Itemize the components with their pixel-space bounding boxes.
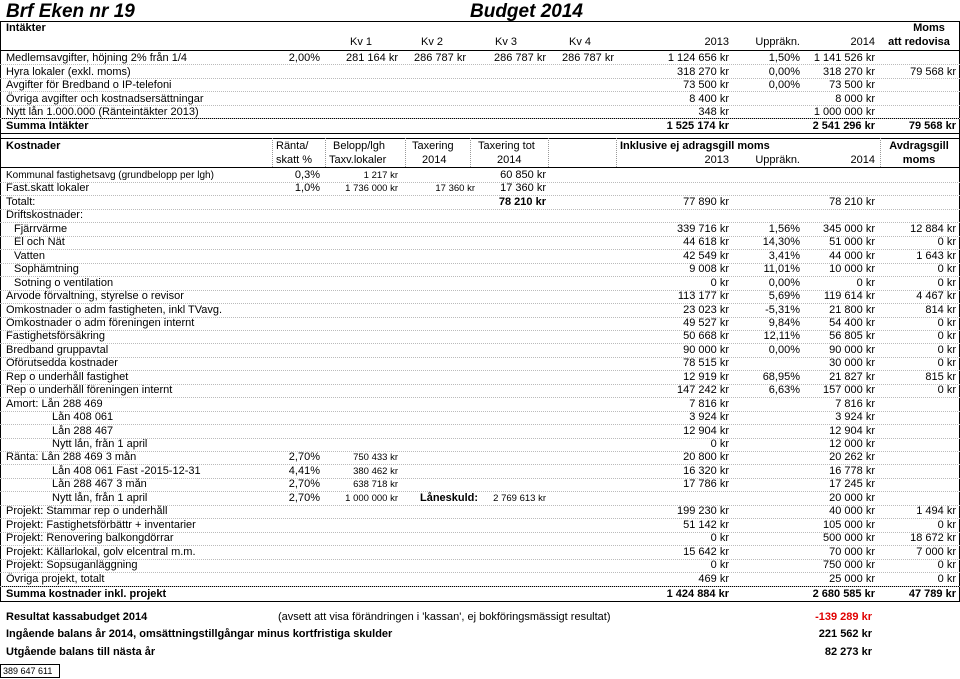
cost-row-2013: 78 515 kr — [683, 357, 729, 370]
cost-row-2014: 750 000 kr — [823, 559, 875, 572]
income-row-label: Nytt lån 1.000.000 (Ränteintäkter 2013) — [6, 106, 199, 118]
cost-row-2014: 40 000 kr — [829, 505, 875, 518]
cost-row-2013: 17 786 kr — [683, 478, 729, 491]
cost-row-moms: 0 kr — [937, 384, 956, 397]
opening-balance-label: Ingående balans år 2014, omsättningstillgångar minus kortfristiga skulder — [6, 628, 393, 640]
cost-sum-moms: 47 789 kr — [908, 588, 956, 600]
cost-row-2014: 70 000 kr — [829, 545, 875, 558]
opening-balance-value: 221 562 kr — [818, 628, 872, 640]
cost-row-moms: 7 000 kr — [916, 545, 956, 558]
grid-dotted — [0, 195, 960, 196]
cost-row-tax: 17 360 kr — [435, 183, 475, 195]
cost-row-upprakn: 68,95% — [762, 370, 800, 383]
cost-row-2013: 113 177 kr — [677, 290, 729, 303]
grid-dotted — [0, 91, 960, 92]
cost-row-2013: 199 230 kr — [677, 505, 729, 518]
grid-dotted — [0, 236, 960, 237]
cost-row-moms: 0 kr — [937, 572, 956, 585]
cost-row-taxtot: 60 850 kr — [500, 169, 546, 181]
grid-dotted — [0, 64, 960, 65]
cost-row-moms: 0 kr — [937, 330, 956, 343]
cost-row-label: Projekt: Renovering balkongdörrar — [6, 532, 174, 545]
cost-row-upprakn: 5,69% — [768, 290, 800, 303]
cost-row-moms: 1 494 kr — [916, 505, 956, 518]
grid-dotted — [0, 397, 960, 398]
income-row-2014: 1 141 526 kr — [813, 52, 875, 64]
grid-dotted — [0, 303, 960, 304]
cost-row-belopp: 1 217 kr — [363, 170, 398, 181]
cost-row-upprakn: 6,63% — [768, 384, 800, 397]
cost-h-taxtot-year: 2014 — [497, 154, 522, 166]
grid-left — [0, 21, 1, 602]
income-col-header-1: Kv 2 — [420, 36, 443, 48]
income-row-2014: 1 000 000 kr — [813, 106, 875, 118]
income-col-header-upprakn: Uppräkn. — [755, 36, 800, 48]
grid-vline — [616, 138, 617, 167]
cost-row-label: Fastighetsförsäkring — [6, 330, 106, 343]
grid-dotted — [0, 451, 960, 452]
grid-dotted — [0, 182, 960, 183]
cost-row-moms: 0 kr — [937, 236, 956, 249]
income-col-header-2: Kv 3 — [494, 36, 517, 48]
grid-top — [0, 21, 960, 22]
grid-cost-top — [0, 138, 960, 139]
grid-dotted — [0, 118, 960, 119]
grid-dotted — [0, 586, 960, 587]
cost-sum-2014: 2 680 585 kr — [812, 588, 875, 600]
cost-h-upprakn: Uppräkn. — [755, 154, 800, 166]
cost-row-moms: 4 467 kr — [916, 290, 956, 303]
result-note: (avsett att visa förändringen i 'kassan', ej bokföringsmässigt resultat) — [278, 611, 611, 623]
income-col-header-2014: 2014 — [850, 36, 875, 48]
grid-vline — [405, 138, 406, 167]
cost-row-2013: 12 904 kr — [683, 424, 729, 437]
grid-dotted — [0, 545, 960, 546]
cost-row-moms: 18 672 kr — [910, 532, 956, 545]
grid-dotted — [0, 263, 960, 264]
cost-row-2013: 15 642 kr — [683, 545, 729, 558]
income-label: Intäkter — [6, 22, 46, 34]
cost-row-2014: 21 827 kr — [829, 370, 875, 383]
cost-row-2013: 51 142 kr — [683, 518, 729, 531]
grid-vline — [548, 138, 549, 167]
cost-row-pct: 2,70% — [288, 478, 320, 491]
cost-h-taxv: Taxv.lokaler — [329, 154, 387, 166]
cost-row-moms: 0 kr — [937, 316, 956, 329]
grid-dotted — [0, 532, 960, 533]
cost-h-taxtot: Taxering tot — [478, 140, 535, 152]
cost-row-upprakn: 1,56% — [768, 222, 800, 235]
cost-row-2014: 345 000 kr — [823, 222, 875, 235]
cost-row-2014: 25 000 kr — [829, 572, 875, 585]
cost-row-upprakn: 12,11% — [763, 330, 800, 343]
closing-balance-value: 82 273 kr — [824, 646, 872, 658]
cost-row-2013: 0 kr — [710, 532, 729, 545]
cost-row-2014: 54 400 kr — [829, 316, 875, 329]
grid-cost-header-bottom — [0, 167, 960, 168]
grid-dotted — [0, 370, 960, 371]
grid-dotted — [0, 78, 960, 79]
cost-row-2014: 7 816 kr — [835, 397, 875, 410]
cost-row-2013: 0 kr — [710, 438, 729, 450]
cost-h-incl: Inklusive ej adragsgill moms — [620, 140, 770, 152]
moms-header-2: att redovisa — [888, 36, 950, 48]
income-row-label: Hyra lokaler (exkl. moms) — [6, 65, 131, 78]
result-label: Resultat kassabudget 2014 — [6, 611, 148, 623]
income-row-2013: 348 kr — [698, 106, 729, 118]
income-col-header-0: Kv 1 — [349, 36, 372, 48]
cost-row-label: Lån 288 467 3 mån — [52, 478, 147, 491]
grid-dotted — [0, 478, 960, 479]
income-row-label: Övriga avgifter och kostnadsersättningar — [6, 92, 204, 105]
cost-row-2013: 339 716 kr — [677, 222, 729, 235]
cost-row-label: Arvode förvaltning, styrelse o revisor — [6, 290, 184, 303]
cost-row-moms: 814 kr — [925, 303, 956, 316]
cost-row-2014: 10 000 kr — [829, 263, 875, 276]
cost-row-moms: 815 kr — [925, 370, 956, 383]
cost-row-moms: 1 643 kr — [916, 249, 956, 262]
cost-row-pct: 2,70% — [288, 491, 320, 504]
cost-row-pct: 1,0% — [294, 182, 320, 195]
income-row-label: Avgifter för Bredband o IP-telefoni — [6, 79, 172, 91]
cost-row-2013: 0 kr — [710, 559, 729, 572]
cost-row-label: Totalt: — [6, 195, 36, 208]
grid-dotted — [0, 209, 960, 210]
cost-row-2014: 16 778 kr — [829, 464, 875, 477]
cost-row-2014: 20 000 kr — [829, 491, 875, 504]
cost-row-label: Rep o underhåll fastighet — [6, 370, 129, 383]
cost-row-2013: 12 919 kr — [683, 370, 729, 383]
cost-row-2014: 21 800 kr — [829, 303, 875, 316]
income-row-moms: 79 568 kr — [910, 65, 956, 78]
cost-row-2014: 20 262 kr — [829, 451, 875, 464]
income-col-header-3: Kv 4 — [568, 36, 591, 48]
income-row-label: Medlemsavgifter, höjning 2% från 1/4 — [6, 52, 187, 64]
cost-row-label: Sotning o ventilation — [14, 276, 114, 289]
cost-row-2014: 17 245 kr — [829, 478, 875, 491]
cost-h-taxering: Taxering — [412, 140, 454, 152]
cost-row-label: Driftskostnader: — [6, 209, 84, 222]
income-row-2014: 73 500 kr — [829, 79, 875, 91]
cost-row-2013: 23 023 kr — [683, 303, 729, 316]
cost-row-2014: 51 000 kr — [829, 236, 875, 249]
income-row-kv3: 286 787 kr — [494, 52, 546, 64]
cost-row-2013: 16 320 kr — [683, 464, 729, 477]
cost-row-label: Lån 408 061 Fast -2015-12-31 — [52, 464, 201, 477]
cost-row-label: Sophämtning — [14, 263, 79, 276]
cost-row-2013: 44 618 kr — [683, 236, 729, 249]
cost-row-belopp: 1 736 000 kr — [345, 183, 398, 195]
cost-sum-2013: 1 424 884 kr — [666, 588, 729, 600]
cost-row-2013: 7 816 kr — [689, 397, 729, 410]
cost-row-lanesk-value: 2 769 613 kr — [493, 492, 546, 504]
cost-row-label: Ränta: Lån 288 469 3 mån — [6, 451, 137, 464]
grid-dotted — [0, 276, 960, 277]
grid-dotted — [0, 438, 960, 439]
grid-vline — [880, 138, 881, 167]
grid-dotted — [0, 411, 960, 412]
cost-row-upprakn: -5,31% — [765, 303, 800, 316]
result-value: -139 289 kr — [815, 611, 872, 623]
grid-dotted — [0, 559, 960, 560]
cost-row-label: Projekt: Stammar rep o underhåll — [6, 505, 168, 518]
footer-number: 389 647 611 — [3, 666, 53, 676]
cost-row-2014: 30 000 kr — [829, 357, 875, 370]
cost-h-ranta: Ränta/ — [276, 140, 309, 152]
cost-row-2013: 50 668 kr — [683, 330, 729, 343]
cost-row-moms: 0 kr — [937, 276, 956, 289]
income-sum-label: Summa Intäkter — [6, 120, 89, 132]
cost-row-upprakn: 0,00% — [768, 343, 800, 356]
grid-dotted — [0, 572, 960, 573]
cost-row-taxtot: 78 210 kr — [498, 195, 546, 208]
income-row-2013: 8 400 kr — [689, 92, 729, 105]
grid-vline — [272, 138, 273, 167]
cost-row-label: Amort: Lån 288 469 — [6, 397, 103, 410]
cost-row-belopp: 380 462 kr — [353, 465, 398, 477]
cost-row-label: Övriga projekt, totalt — [6, 572, 105, 585]
grid-cost-sum-bottom — [0, 601, 960, 602]
cost-row-2013: 20 800 kr — [683, 451, 729, 464]
income-row-kv2: 286 787 kr — [414, 52, 466, 64]
grid-dotted — [0, 464, 960, 465]
title-center: Budget 2014 — [470, 1, 583, 22]
cost-h-avdr: Avdragsgill — [889, 140, 949, 152]
cost-row-label: Lån 288 467 — [52, 424, 114, 437]
grid-dotted — [0, 424, 960, 425]
cost-h-taxering-year: 2014 — [422, 154, 447, 166]
cost-row-2014: 56 805 kr — [829, 330, 875, 343]
cost-sum-label: Summa kostnader inkl. projekt — [6, 588, 167, 600]
cost-row-belopp: 750 433 kr — [353, 452, 398, 464]
cost-row-label: Projekt: Fastighetsförbättr + inventarier — [6, 518, 196, 531]
cost-row-moms: 12 884 kr — [910, 222, 956, 235]
grid-dotted — [0, 317, 960, 318]
cost-h-skatt: skatt % — [276, 154, 313, 166]
cost-row-label: Lån 408 061 — [52, 411, 114, 424]
grid-dotted — [0, 290, 960, 291]
cost-row-belopp: 1 000 000 kr — [345, 492, 398, 504]
title-left: Brf Eken nr 19 — [6, 1, 135, 22]
income-row-pct: 2,00% — [288, 52, 320, 64]
grid-dotted — [0, 249, 960, 250]
cost-row-label: Projekt: Källarlokal, golv elcentral m.m. — [6, 545, 196, 558]
cost-row-moms: 0 kr — [937, 559, 956, 572]
cost-row-2013: 42 549 kr — [683, 249, 729, 262]
grid-vline — [325, 138, 326, 167]
cost-row-moms: 0 kr — [937, 518, 956, 531]
cost-h-belopp: Belopp/lgh — [333, 140, 385, 152]
income-row-upprakn: 0,00% — [768, 65, 800, 78]
grid-dotted — [0, 343, 960, 344]
cost-row-label: Projekt: Sopsuganläggning — [6, 559, 138, 572]
income-row-2014: 8 000 kr — [835, 92, 875, 105]
cost-row-2014: 3 924 kr — [835, 411, 875, 424]
income-row-2013: 1 124 656 kr — [667, 52, 729, 64]
cost-row-taxtot: 17 360 kr — [500, 182, 546, 195]
income-row-upprakn: 1,50% — [768, 52, 800, 64]
cost-row-label: Rep o underhåll föreningen internt — [6, 384, 173, 397]
cost-row-2014: 12 000 kr — [829, 438, 875, 450]
grid-income-sum-bottom — [0, 133, 960, 134]
cost-row-label: Fast.skatt lokaler — [6, 182, 90, 195]
income-row-2014: 318 270 kr — [823, 65, 875, 78]
income-row-2013: 73 500 kr — [683, 79, 729, 91]
cost-row-pct: 0,3% — [294, 169, 320, 181]
cost-label: Kostnader — [6, 140, 61, 152]
grid-dotted — [0, 222, 960, 223]
income-sum-2013: 1 525 174 kr — [666, 120, 729, 132]
income-row-kv1: 281 164 kr — [346, 52, 398, 64]
cost-row-2013: 0 kr — [710, 276, 729, 289]
grid-vline — [470, 138, 471, 167]
cost-row-upprakn: 14,30% — [762, 236, 800, 249]
cost-row-moms: 0 kr — [937, 357, 956, 370]
cost-row-label: Omkostnader o adm föreningen internt — [6, 316, 195, 329]
cost-row-upprakn: 9,84% — [768, 316, 800, 329]
cost-row-belopp: 638 718 kr — [353, 479, 398, 491]
cost-row-upprakn: 11,01% — [763, 263, 800, 276]
cost-row-upprakn: 0,00% — [768, 276, 800, 289]
income-row-kv4: 286 787 kr — [562, 52, 614, 64]
cost-row-2013: 90 000 kr — [683, 343, 729, 356]
cost-row-2013: 77 890 kr — [683, 195, 729, 208]
income-sum-moms: 79 568 kr — [908, 120, 956, 132]
closing-balance-label: Utgående balans till nästa år — [6, 646, 156, 658]
grid-dotted — [0, 384, 960, 385]
cost-row-label: El och Nät — [14, 236, 65, 249]
cost-row-pct: 4,41% — [288, 464, 320, 477]
cost-row-label: Nytt lån, från 1 april — [52, 491, 148, 504]
cost-row-2013: 3 924 kr — [689, 411, 729, 424]
cost-row-2014: 105 000 kr — [823, 518, 875, 531]
cost-row-2014: 119 614 kr — [823, 290, 875, 303]
cost-row-label: Oförutsedda kostnader — [6, 357, 118, 370]
cost-row-2013: 147 242 kr — [677, 384, 729, 397]
cost-row-moms: 0 kr — [937, 263, 956, 276]
grid-dotted — [0, 105, 960, 106]
income-sum-2014: 2 541 296 kr — [812, 120, 875, 132]
cost-h-2014: 2014 — [850, 154, 875, 166]
cost-row-2014: 44 000 kr — [829, 249, 875, 262]
cost-row-upprakn: 3,41% — [768, 249, 800, 262]
cost-row-label: Nytt lån, från 1 april — [52, 438, 148, 450]
cost-row-2013: 49 527 kr — [683, 316, 729, 329]
income-row-upprakn: 0,00% — [768, 79, 800, 91]
cost-row-2014: 12 904 kr — [829, 424, 875, 437]
cost-row-label: Bredband gruppavtal — [6, 343, 109, 356]
cost-row-label: Omkostnader o adm fastigheten, inkl TVavg. — [6, 303, 223, 316]
cost-row-2014: 90 000 kr — [829, 343, 875, 356]
cost-row-pct: 2,70% — [288, 451, 320, 464]
grid-dotted — [0, 491, 960, 492]
moms-header-1: Moms — [913, 22, 945, 34]
cost-row-2014: 157 000 kr — [823, 384, 875, 397]
income-row-2013: 318 270 kr — [677, 65, 729, 78]
cost-row-2013: 469 kr — [698, 572, 729, 585]
cost-row-moms: 0 kr — [937, 343, 956, 356]
cost-row-label: Vatten — [14, 249, 45, 262]
cost-h-2013: 2013 — [704, 154, 729, 166]
grid-dotted — [0, 330, 960, 331]
cost-row-lanesk-label: Låneskuld: — [420, 491, 479, 504]
grid-dotted — [0, 518, 960, 519]
cost-row-2014: 500 000 kr — [823, 532, 875, 545]
cost-row-label: Kommunal fastighetsavg (grundbelopp per lgh) — [6, 170, 214, 181]
grid-dotted — [0, 505, 960, 506]
cost-row-label: Fjärrvärme — [14, 222, 68, 235]
cost-row-2013: 9 008 kr — [689, 263, 729, 276]
cost-row-2014: 78 210 kr — [829, 195, 875, 208]
income-col-header-2013: 2013 — [704, 36, 729, 48]
grid-dotted — [0, 357, 960, 358]
cost-row-2014: 0 kr — [856, 276, 875, 289]
grid-income-header-bottom — [0, 50, 960, 51]
cost-h-avdr-moms: moms — [902, 154, 936, 166]
